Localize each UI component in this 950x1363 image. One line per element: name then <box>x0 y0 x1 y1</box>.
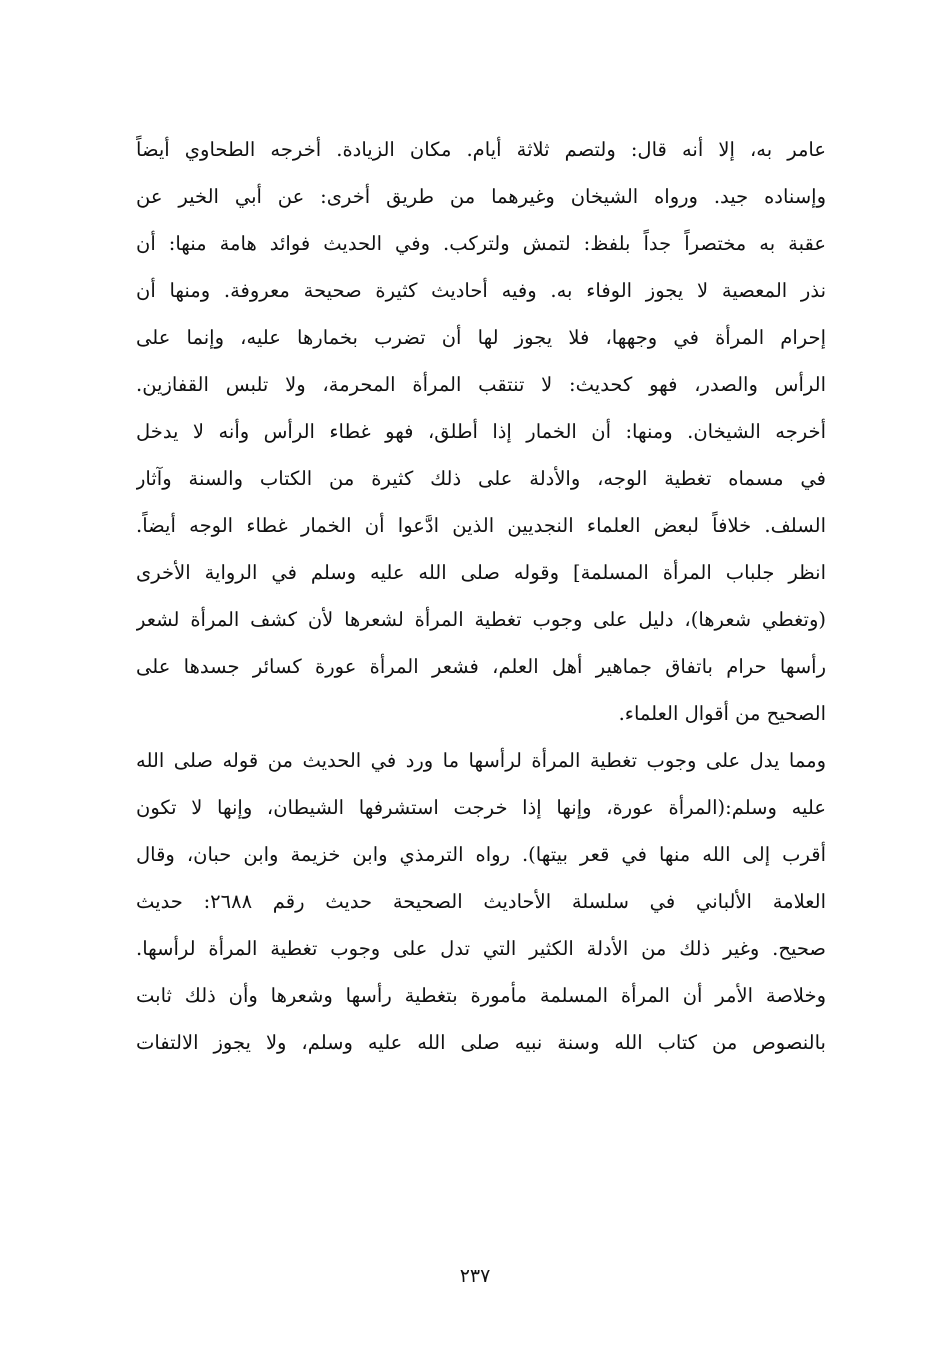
text-line-4: نذر المعصية لا يجوز الوفاء به. وفيه أحاديث كثيرة صحيحة معروفة. ومنها أن <box>136 279 826 302</box>
text-line-19: وخلاصة الأمر أن المرأة المسلمة مأمورة بتغطية رأسها وشعرها وأن ذلك ثابت <box>136 984 826 1007</box>
text-line-11: (وتغطي شعرها)، دليل على وجوب تغطية المرأة لشعرها لأن كشف المرأة لشعر <box>136 608 826 631</box>
body-text <box>136 126 826 1066</box>
text-line-6: الرأس والصدر، فهو كحديث: لا تنتقب المرأة المحرمة، ولا تلبس القفازين. <box>136 373 826 396</box>
text-line-5: إحرام المرأة في وجهها، فلا يجوز لها أن تضرب بخمارها عليه، وإنما على <box>136 326 826 349</box>
text-line-9: السلف. خلافاً لبعض العلماء النجديين الذين ادَّعوا أن الخمار غطاء الوجه أيضاً. <box>136 514 826 537</box>
text-line-17: العلامة الألباني في سلسلة الأحاديث الصحيحة حديث رقم ٢٦٨٨: حديث <box>136 890 826 913</box>
text-line-16: أقرب إلى الله منها في قعر بيتها). رواه الترمذي وابن خزيمة وابن حبان، وقال <box>136 843 826 866</box>
page-number: ٢٣٧ <box>459 1265 491 1287</box>
text-line-18: صحيح. وغير ذلك من الأدلة الكثير التي تدل على وجوب تغطية المرأة لرأسها. <box>136 937 826 960</box>
text-line-3: عقبة به مختصراً جداً بلفظ: لتمش ولتركب. وفي الحديث فوائد هامة منها: أن <box>136 232 826 255</box>
text-line-10: انظر جلباب المرأة المسلمة] وقوله صلى الله عليه وسلم في الرواية الأخرى <box>136 561 826 584</box>
text-line-2: وإسناده جيد. ورواه الشيخان وغيرهما من طريق أخرى: عن أبي الخير عن <box>136 185 826 208</box>
text-line-15: عليه وسلم:(المرأة عورة، وإنها إذا خرجت استشرفها الشيطان، وإنها لا تكون <box>136 796 826 819</box>
text-line-20: بالنصوص من كتاب الله وسنة نبيه صلى الله عليه وسلم، ولا يجوز الالتفات <box>136 1031 826 1054</box>
text-line-13: الصحيح من أقوال العلماء. <box>618 702 826 725</box>
text-line-14: ومما يدل على وجوب تغطية المرأة لرأسها ما ورد في الحديث من قوله صلى الله <box>136 749 826 772</box>
text-line-8: في مسماه تغطية الوجه، والأدلة على ذلك كثيرة من الكتاب والسنة وآثار <box>136 467 826 490</box>
text-line-1: عامر به، إلا أنه قال: ولتصم ثلاثة أيام. مكان الزيادة. أخرجه الطحاوي أيضاً <box>136 138 826 161</box>
text-line-7: أخرجه الشيخان. ومنها: أن الخمار إذا أطلق، فهو غطاء الرأس وأنه لا يدخل <box>136 420 826 443</box>
text-line-12: رأسها حرام باتفاق جماهير أهل العلم، فشعر المرأة عورة كسائر جسدها على <box>136 655 826 678</box>
